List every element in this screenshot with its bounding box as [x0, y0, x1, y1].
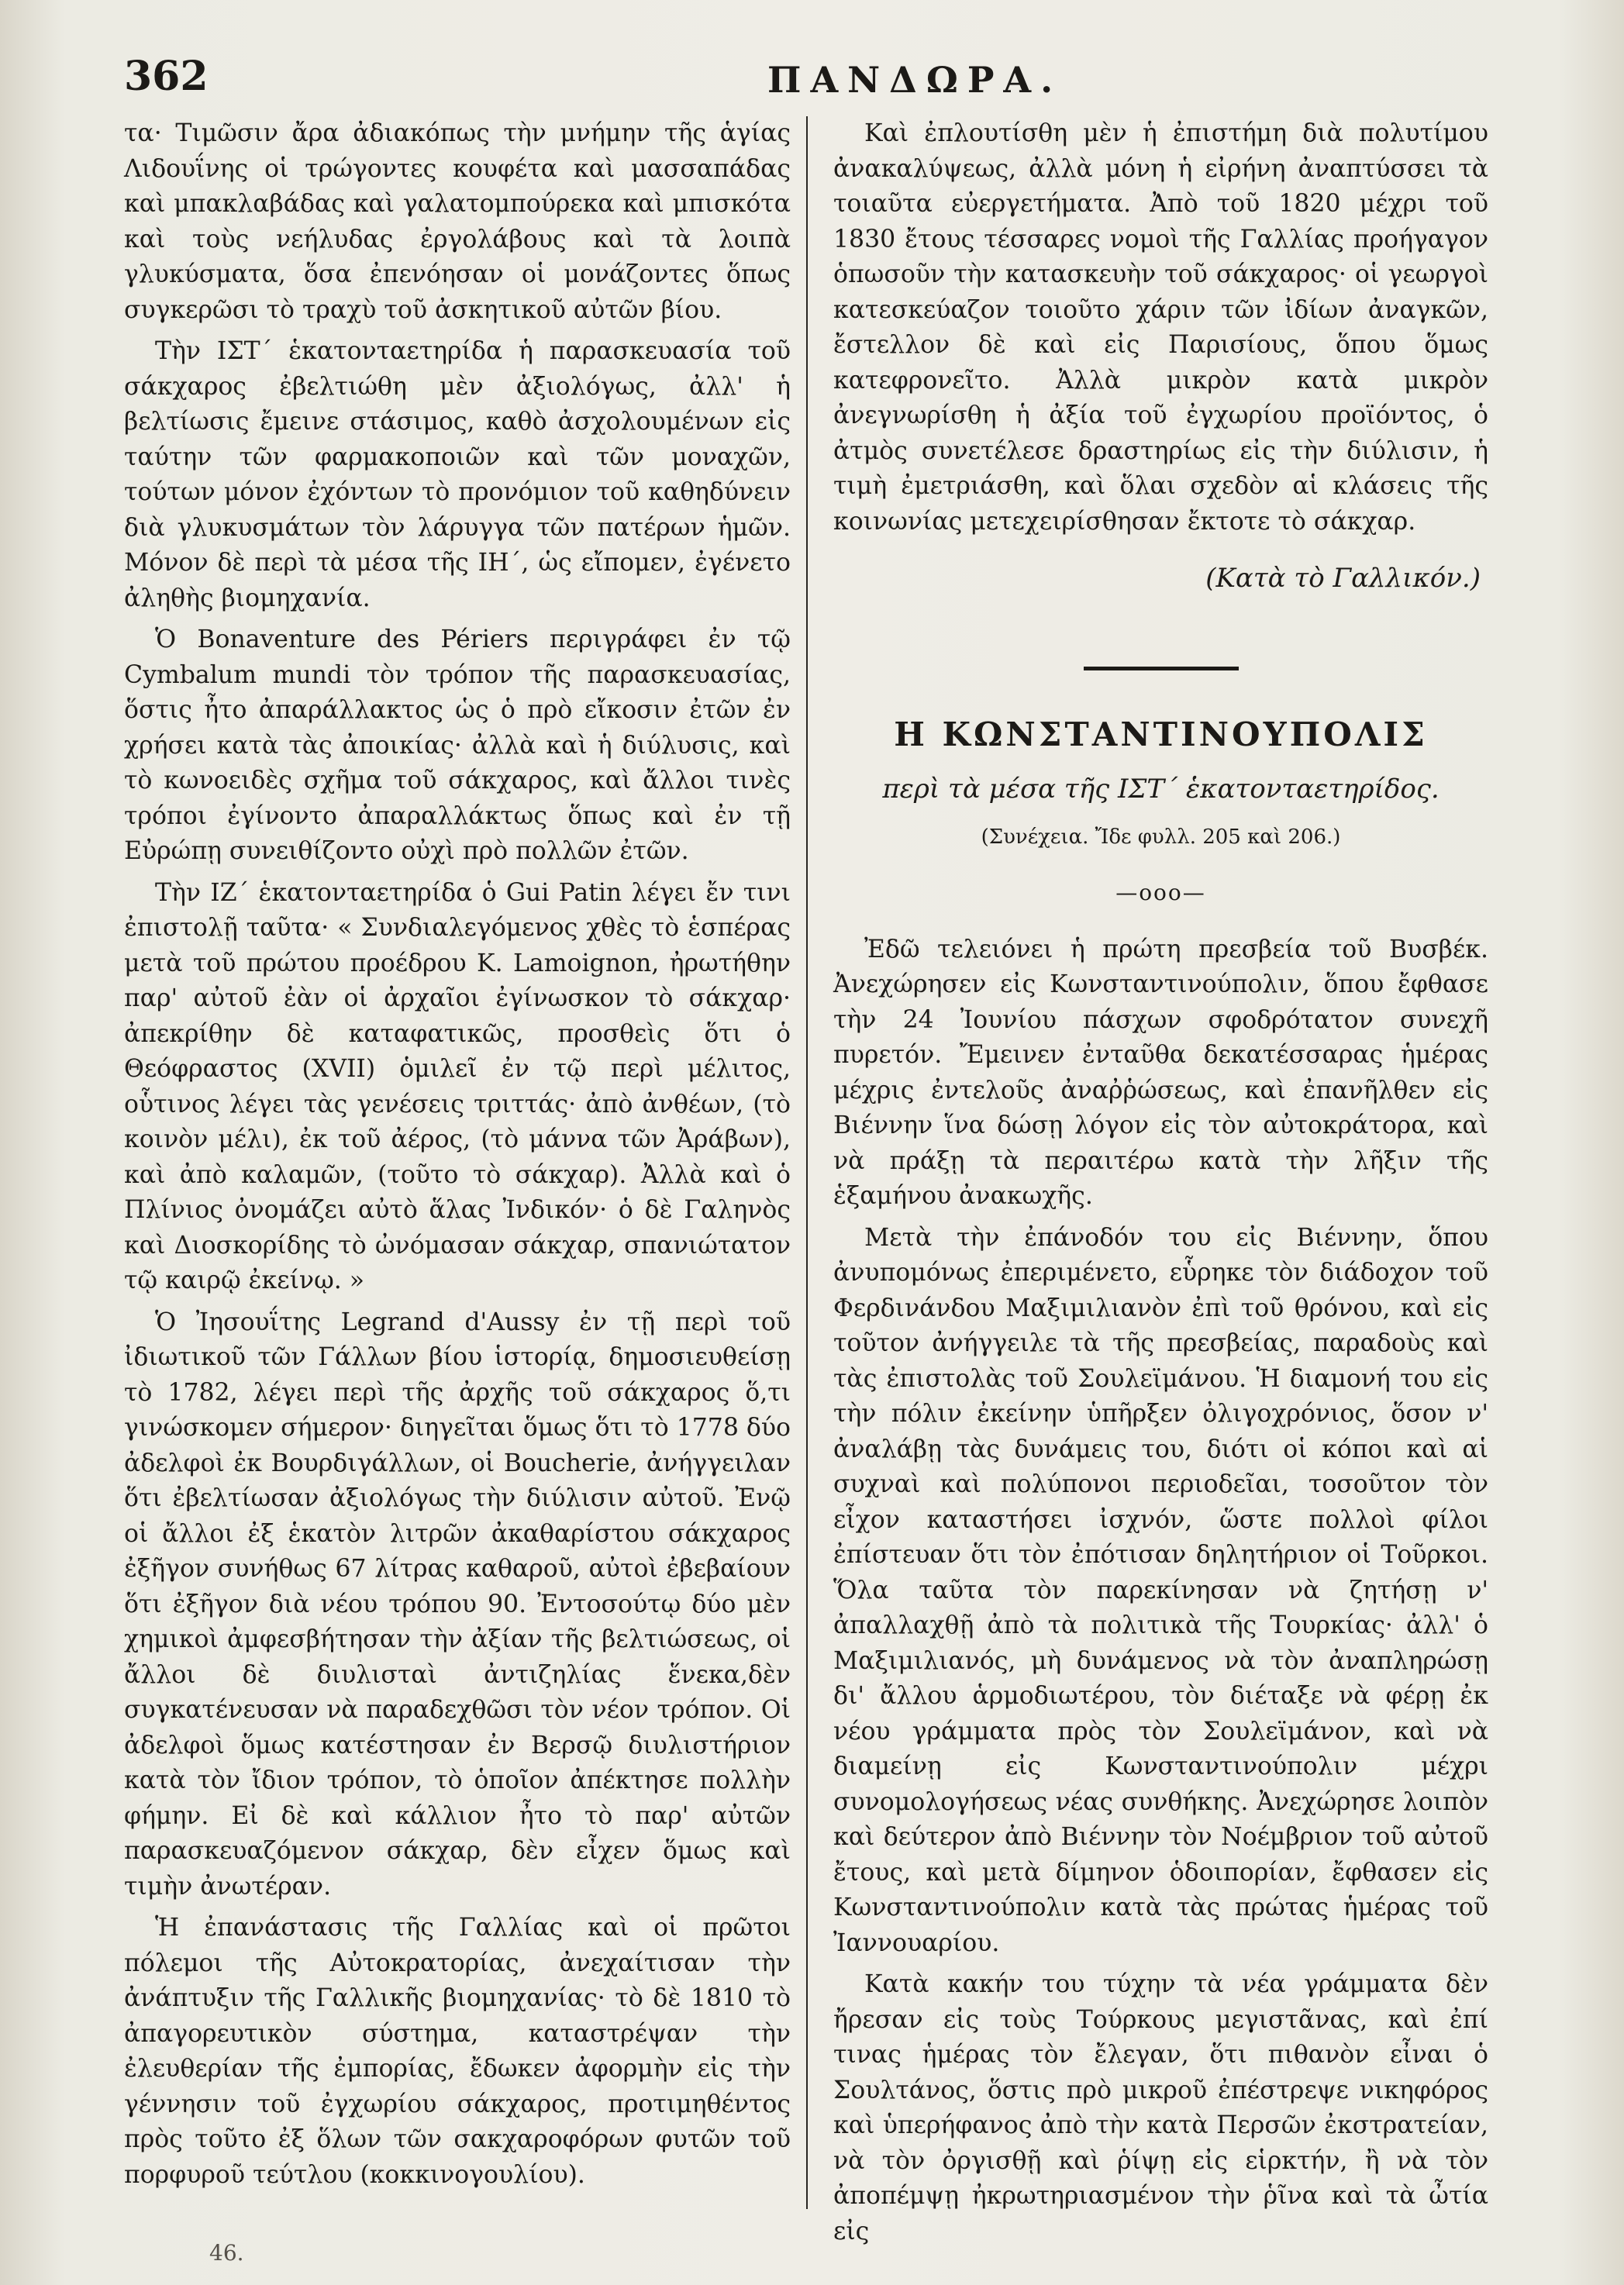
article-subtitle: περὶ τὰ μέσα τῆς ΙΣΤ΄ ἑκατονταετηρίδος. — [882, 774, 1440, 805]
paragraph: τα· Τιμῶσιν ἄρα ἀδιακόπως τὴν μνήμην τῆς ἁγίας Λιδουΐνης οἱ τρώγοντες κουφέτα καὶ μασσαπάδας καὶ μπακλαβάδας καὶ γαλατομπούρεκα καὶ μπισκότα καὶ τοὺς νεήλυδας ἐργολάβους καὶ τὰ λοιπὰ γλυκύσματα, ὅσα ἐπενόησαν οἱ μονάζοντες ὅπως συγκερῶσι τὸ τραχὺ τοῦ ἀσκητικοῦ αὐτῶν βίου. — [124, 119, 791, 324]
continuation-note: (Συνέχεια. Ἴδε φυλλ. 205 καὶ 206.) — [981, 825, 1341, 849]
attribution: (Κατὰ τὸ Γαλλικόν.) — [1205, 563, 1481, 594]
page-header — [124, 53, 1488, 109]
journal-title: ΠΑΝΔΩΡΑ. — [767, 59, 1063, 101]
paragraph: Ἡ ἐπανάστασις τῆς Γαλλίας καὶ οἱ πρῶτοι πόλεμοι τῆς Αὐτοκρατορίας, ἀνεχαίτισαν τὴν ἀνάπτυξιν τῆς Γαλλικῆς βιομηχανίας· τὸ δὲ 1810 τὸ ἀπαγορευτικὸν σύστημα, καταστρέψαν τὴν ἐλευθερίαν τῆς ἐμπορίας, ἔδωκεν ἀφορμὴν εἰς τὴν γέννησιν τοῦ ἐγχωρίου σάκχαρος, προτιμηθέντος πρὸς τοῦτο ἐξ ὅλων τῶν σακχαροφόρων φυτῶν τοῦ πορφυροῦ τεύτλου (κοκκινογουλίου). — [124, 1914, 791, 2189]
right-column — [833, 116, 1488, 2249]
paragraph: Ἐδῶ τελειόνει ἡ πρώτη πρεσβεία τοῦ Βυσβέκ. Ἀνεχώρησεν εἰς Κωνσταντινούπολιν, ὅπου ἔφθασε τὴν 24 Ἰουνίου πάσχων σφοδρότατον συνεχῆ πυρετόν. Ἔμεινεν ἐνταῦθα δεκατέσσαρας ἡμέρας μέχρις ἐντελοῦς ἀναῤῥώσεως, καὶ ἐπανῆλθεν εἰς Βιέννην ἵνα δώσῃ λόγον εἰς τὸν αὐτοκράτορα, καὶ νὰ πράξῃ τὰ περαιτέρω κατὰ τὴν λῆξιν τῆς ἑξαμήνου ἀνακωχῆς. — [833, 935, 1488, 1210]
paragraph: Κατὰ κακήν του τύχην τὰ νέα γράμματα δὲν ἤρεσαν εἰς τοὺς Τούρκους μεγιστᾶνας, καὶ ἐπί τινας ἡμέρας τὸν ἔλεγαν, ὅτι πιθανὸν εἶναι ὁ Σουλτάνος, ὅστις πρὸ μικροῦ ἐπέστρεψε νικηφόρος καὶ ὑπερήφανος ἀπὸ τὴν κατὰ Περσῶν ἐκστρατείαν, νὰ τὸν ὀργισθῇ καὶ ῥίψῃ εἰς εἱρκτήν, ἢ νὰ τὸν ἀποπέμψῃ ἠκρωτηριασμένον τὴν ῥῖνα καὶ τὰ ὦτία εἰς — [833, 1970, 1488, 2245]
paragraph: Ὁ Bonaventure des Périers περιγράφει ἐν τῷ Cymbalum mundi τὸν τρόπον τῆς παρασκευασίας, ὅστις ἦτο ἀπαράλλακτος ὡς ὁ πρὸ εἴκοσιν ἐτῶν ἐν χρήσει κατὰ τὰς ἀποικίας· ἀλλὰ καὶ ἡ διύλυσις, καὶ τὸ κωνοειδὲς σχῆμα τοῦ σάκχαρος, καὶ ἄλλοι τινὲς τρόποι ἐγίνοντο ἀπαραλλάκτως ὅπως καὶ ἐν τῇ Εὐρώπῃ συνειθίζοντο οὐχὶ πρὸ πολλῶν ἐτῶν. — [124, 626, 791, 865]
paragraph: Ὁ Ἰησουΐτης Legrand d'Aussy ἐν τῇ περὶ τοῦ ἰδιωτικοῦ τῶν Γάλλων βίου ἱστορίᾳ, δημοσιευθείσῃ τὸ 1782, λέγει περὶ τῆς ἀρχῆς τοῦ σάκχαρος ὅ,τι γινώσκομεν σήμερον· διηγεῖται ὅμως ὅτι τὸ 1778 δύο ἀδελφοὶ ἐκ Βουρδιγάλλων, οἱ Boucherie, ἀνήγγειλαν ὅτι ἐβελτίωσαν ἀξιολόγως τὴν διύλισιν αὐτοῦ. Ἐνῷ οἱ ἄλλοι ἐξ ἑκατὸν λιτρῶν ἀκαθαρίστου σάκχαρος ἐξῆγον συνήθως 67 λίτρας καθαροῦ, αὐτοὶ ἐβεβαίουν ὅτι ἐξῆγον διὰ νέου τρόπου 90. Ἐντοσούτῳ δύο μὲν χημικοὶ ἀμφεσβήτησαν τὴν ἀξίαν τῆς βελτιώσεως, οἱ ἄλλοι δὲ διυλισταὶ ἀντιζηλίας ἕνεκα,δὲν συγκατένευσαν νὰ παραδεχθῶσι τὸν νέον τρόπον. Οἱ ἀδελφοὶ ὅμως κατέστησαν ἐν Βερσῷ διυλιστήριον κατὰ τὸν ἴδιον τρόπον, τὸ ὁποῖον ἀπέκτησε πολλὴν φήμην. Εἰ δὲ καὶ κάλλιον ἦτο τὸ παρ' αὐτῶν παρασκευαζόμενον σάκχαρ, δὲν εἶχεν ὅμως καὶ τιμὴν ἀνωτέραν. — [124, 1308, 791, 1901]
ornament: —οοο— — [1115, 880, 1206, 905]
article-title: Η ΚΩΝΣΤΑΝΤΙΝΟΥΠΟΛΙΣ — [894, 715, 1428, 753]
column-divider — [806, 116, 808, 2209]
paragraph: Τὴν ΙΖ΄ ἑκατονταετηρίδα ὁ Gui Patin λέγει ἔν τινι ἐπιστολῇ ταῦτα· « Συνδιαλεγόμενος χθὲς τὸ ἑσπέρας μετὰ τοῦ πρώτου προέδρου Κ. Lamoignon, ἠρωτήθην παρ' αὐτοῦ ἐὰν οἱ ἀρχαῖοι ἐγίνωσκον τὸ σάκχαρ· ἀπεκρίθην δὲ καταφατικῶς, προσθεὶς ὅτι ὁ Θεόφραστος (XVII) ὁμιλεῖ ἐν τῷ περὶ μέλιτος, οὗτινος λέγει τὰς γενέσεις τριττάς· ἀπὸ ἀνθέων, (τὸ κοινὸν μέλι), ἐκ τοῦ ἀέρος, (τὸ μάννα τῶν Ἀράβων), καὶ ἀπὸ καλαμῶν, (τοῦτο τὸ σάκχαρ). Ἀλλὰ καὶ ὁ Πλίνιος ὀνομάζει αὐτὸ ἅλας Ἰνδικόν· ὁ δὲ Γαληνὸς καὶ Διοσκορίδης τὸ ὠνόμασαν σάκχαρ, σπανιώτατον τῷ καιρῷ ἐκείνῳ. » — [124, 878, 791, 1294]
paragraph: Μετὰ τὴν ἐπάνοδόν του εἰς Βιέννην, ὅπου ἀνυπομόνως ἐπεριμένετο, εὗρηκε τὸν διάδοχον τοῦ Φερδινάνδου Μαξιμιλιανὸν ἐπὶ τοῦ θρόνου, καὶ εἰς τοῦτον ἀνήγγειλε τὰ τῆς πρεσβείας, παραδοὺς καὶ τὰς ἐπιστολὰς τοῦ Σουλεϊμάνου. Ἡ διαμονή του εἰς τὴν πόλιν ἐκείνην ὑπῆρξεν ὀλιγοχρόνιος, ὅσον ν' ἀναλάβῃ τὰς δυνάμεις του, διότι οἱ κόποι καὶ αἱ συχναὶ καὶ πολύπονοι περιοδεῖαι, τοσοῦτον τὸν εἶχον καταστήσει ἰσχνόν, ὥστε πολλοὶ φίλοι ἐπίστευαν ὅτι τὸν ἐπότισαν δηλητήριον οἱ Τοῦρκοι. Ὅλα ταῦτα τὸν παρεκίνησαν νὰ ζητήσῃ ν' ἀπαλλαχθῇ ἀπὸ τὰ πολιτικὰ τῆς Τουρκίας· ἀλλ' ὁ Μαξιμιλιανός, μὴ δυνάμενος νὰ τὸν ἀναπληρώσῃ δι' ἄλλου ἁρμοδιωτέρου, τὸν διέταξε νὰ φέρῃ ἐκ νέου γράμματα πρὸς τὸν Σουλεϊμάνον, καὶ νὰ διαμείνῃ εἰς Κωνσταντινούπολιν μέχρι συνομολογήσεως νέας συνθήκης. Ἀνεχώρησε λοιπὸν καὶ δεύτερον ἀπὸ Βιέννην τὸν Νοέμβριον τοῦ αὐτοῦ ἔτους, καὶ μετὰ δίμηνον ὁδοιπορίαν, ἔφθασεν εἰς Κωνσταντινούπολιν κατὰ τὰς πρώτας ἡμέρας τοῦ Ἰαννουαρίου. — [833, 1223, 1488, 1957]
page-number: 362 — [124, 53, 209, 100]
left-column — [124, 116, 791, 2193]
paragraph: Καὶ ἐπλουτίσθη μὲν ἡ ἐπιστήμη διὰ πολυτίμου ἀνακαλύψεως, ἀλλὰ μόνη ἡ εἰρήνη ἀναπτύσσει τὰ τοιαῦτα εὐεργετήματα. Ἀπὸ τοῦ 1820 μέχρι τοῦ 1830 ἔτους τέσσαρες νομοὶ τῆς Γαλλίας προήγαγον ὁπωσοῦν τὴν κατασκευὴν τοῦ σάκχαρος· οἱ γεωργοὶ κατεσκεύαζον τοιοῦτο χάριν τῶν ἰδίων ἀναγκῶν, ἔστελλον δὲ καὶ εἰς Παρισίους, ὅπου ὅμως κατεφρονεῖτο. Ἀλλὰ μικρὸν κατὰ μικρὸν ἀνεγνωρίσθη ἡ ἀξία τοῦ ἐγχωρίου προϊόντος, ὁ ἀτμὸς συνετέλεσε δραστηρίως εἰς τὴν διύλισιν, ἡ τιμὴ ἐμετριάσθη, καὶ ὅλαι σχεδὸν αἱ κλάσεις τῆς κοινωνίας μετεχειρίσθησαν ἔκτοτε τὸ σάκχαρ. — [833, 119, 1488, 536]
section-divider — [1084, 667, 1239, 670]
signature-mark: 46. — [209, 2240, 244, 2266]
paragraph: Τὴν ΙΣΤ΄ ἑκατονταετηρίδα ἡ παρασκευασία τοῦ σάκχαρος ἐβελτιώθη μὲν ἀξιολόγως, ἀλλ' ἡ βελτίωσις ἔμεινε στάσιμος, καθὸ ἀσχολουμένων εἰς ταύτην τῶν φαρμακοποιῶν καὶ τῶν μοναχῶν, τούτων μόνον ἐχόντων τὸ προνόμιον τοῦ καθηδύνειν διὰ γλυκυσμάτων τὸν λάρυγγα τῶν πατέρων ἡμῶν. Μόνον δὲ περὶ τὰ μέσα τῆς ΙΗ΄, ὡς εἴπομεν, ἐγένετο ἀληθὴς βιομηχανία. — [124, 337, 791, 612]
